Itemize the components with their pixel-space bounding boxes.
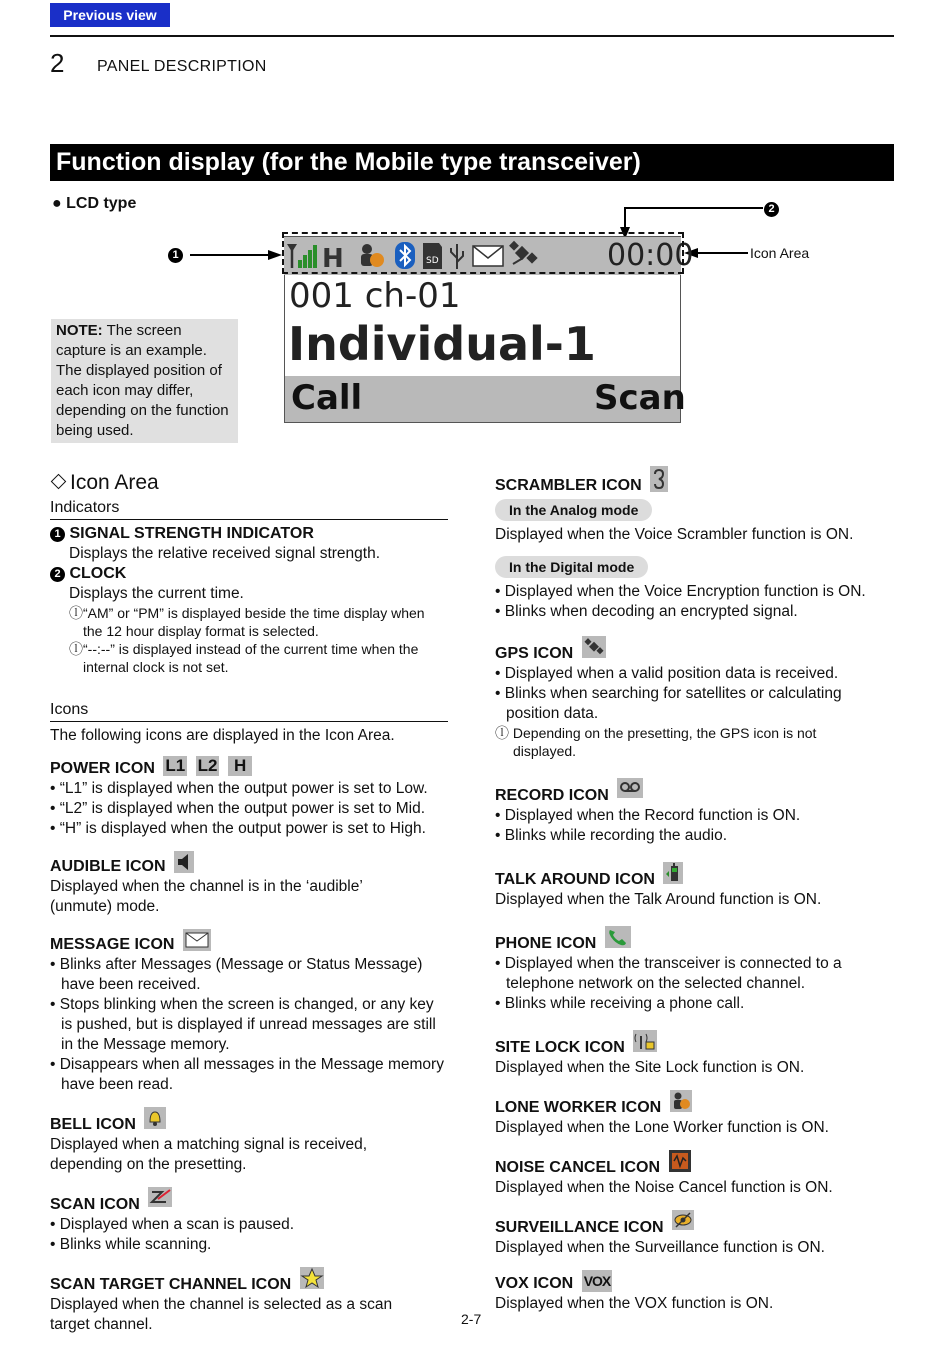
gps-bullet-1: • Displayed when a valid position data is received. bbox=[495, 665, 839, 682]
bell-desc-1: Displayed when a matching signal is received, bbox=[50, 1136, 368, 1153]
svg-text:SD: SD bbox=[426, 256, 439, 266]
info-icon: ⓛ bbox=[69, 605, 83, 621]
chapter-number: 2 bbox=[50, 48, 65, 78]
message-bullet-1: • Blinks after Messages (Message or Status Message) have been received. bbox=[50, 956, 423, 993]
speaker-icon bbox=[174, 851, 194, 873]
icon-area-arrow bbox=[684, 246, 748, 260]
note-box bbox=[51, 319, 238, 443]
section-title-bar bbox=[50, 144, 894, 181]
talk-around-icon bbox=[663, 862, 683, 884]
scrambler-analog-desc: Displayed when the Voice Scrambler function is ON. bbox=[495, 526, 854, 543]
power-icon-title: POWER ICON L1 L2 H bbox=[50, 756, 448, 779]
header-rule bbox=[50, 35, 894, 37]
scan-target-desc-1: Displayed when the channel is selected as a scan bbox=[50, 1296, 393, 1313]
scan-icon-title: SCAN ICON bbox=[50, 1187, 448, 1215]
signal-indicator-desc: Displays the relative received signal strength. bbox=[69, 545, 381, 562]
vox-icon-title: VOX ICON VOX bbox=[495, 1270, 895, 1294]
info-icon: ⓛ bbox=[495, 725, 513, 741]
scan-bullet-1: • Displayed when a scan is paused. bbox=[50, 1216, 295, 1233]
audible-desc-1: Displayed when the channel is in the ‘audible’ bbox=[50, 878, 363, 895]
icon-area-callout-label: Icon Area bbox=[750, 245, 810, 261]
clock-desc: Displays the current time. bbox=[69, 585, 244, 602]
surveillance-desc: Displayed when the Surveillance function is ON. bbox=[495, 1239, 825, 1256]
info-icon: ⓛ bbox=[69, 641, 83, 657]
analog-mode-label: In the Analog mode bbox=[495, 499, 652, 521]
site-lock-icon-title: SITE LOCK ICON bbox=[495, 1030, 895, 1058]
power-l2-icon: L2 bbox=[197, 756, 218, 775]
lcd-clock: 00:00 bbox=[607, 238, 694, 273]
scrambler-icon-title: SCRAMBLER ICON bbox=[495, 466, 895, 496]
phone-bullet-1: • Displayed when the transceiver is connected to a telephone network on the selected channel. bbox=[495, 955, 842, 992]
clock-note-2: ⓛ“--:--” is displayed instead of the current time when the internal clock is not set. bbox=[69, 641, 419, 675]
circled-1-icon: 1 bbox=[50, 527, 65, 542]
circled-2-icon: 2 bbox=[50, 567, 65, 582]
lone-worker-icon-title: LONE WORKER ICON bbox=[495, 1090, 895, 1118]
lcd-type-label: LCD type bbox=[66, 195, 137, 212]
clock-title: 2 CLOCK bbox=[50, 564, 448, 584]
callout-1-arrow bbox=[190, 248, 282, 262]
record-icon-title: RECORD ICON bbox=[495, 778, 895, 806]
star-icon bbox=[300, 1267, 324, 1289]
power-bullet-2: • “L2” is displayed when the output power is set to Mid. bbox=[50, 800, 426, 817]
diamond-icon bbox=[51, 474, 67, 490]
icons-heading: Icons bbox=[50, 700, 448, 722]
power-l1-icon: L1 bbox=[165, 756, 186, 775]
right-column bbox=[495, 466, 895, 1314]
gps-icon bbox=[582, 636, 606, 658]
record-bullet-2: • Blinks while recording the audio. bbox=[495, 827, 728, 844]
scan-icon bbox=[148, 1187, 172, 1207]
scrambler-icon bbox=[650, 466, 668, 492]
lcd-channel-name: Individual-1 bbox=[288, 317, 596, 371]
icon-area-highlight bbox=[282, 232, 684, 274]
previous-view-button[interactable]: Previous view bbox=[50, 3, 170, 27]
scrambler-digital-bullet-2: • Blinks when decoding an encrypted signal. bbox=[495, 603, 798, 620]
chapter-title: PANEL DESCRIPTION bbox=[97, 58, 267, 75]
callout-1 bbox=[168, 246, 183, 264]
bell-desc-2: depending on the presetting. bbox=[50, 1156, 247, 1173]
gps-icon-title: GPS ICON bbox=[495, 636, 895, 664]
message-bullet-2: • Stops blinking when the screen is changed, or any key is pushed, but is displayed if unread messages are still in the Message memory. bbox=[50, 996, 436, 1053]
noise-cancel-icon bbox=[669, 1150, 691, 1172]
noise-cancel-desc: Displayed when the Noise Cancel function is ON. bbox=[495, 1179, 833, 1196]
callout-1-number: 1 bbox=[168, 248, 183, 263]
icons-intro: The following icons are displayed in the Icon Area. bbox=[50, 727, 395, 744]
vox-icon: VOX bbox=[582, 1270, 613, 1292]
lcd-type-heading: ● LCD type bbox=[52, 195, 137, 212]
scan-target-icon-title: SCAN TARGET CHANNEL ICON bbox=[50, 1267, 448, 1295]
signal-indicator-title: 1 SIGNAL STRENGTH INDICATOR bbox=[50, 524, 448, 544]
note-bold: NOTE: bbox=[56, 322, 103, 339]
power-bullet-3: • “H” is displayed when the output power is set to High. bbox=[50, 820, 426, 837]
callout-2 bbox=[764, 200, 779, 218]
callout-2-number: 2 bbox=[764, 202, 779, 217]
indicators-heading: Indicators bbox=[50, 498, 448, 520]
bell-icon-title: BELL ICON bbox=[50, 1107, 448, 1135]
lcd-softkey-scan: Scan bbox=[594, 378, 686, 418]
left-column bbox=[50, 470, 448, 1335]
talk-around-icon-title: TALK AROUND ICON bbox=[495, 862, 895, 890]
talk-around-desc: Displayed when the Talk Around function is ON. bbox=[495, 891, 822, 908]
lcd-softkey-call: Call bbox=[291, 378, 363, 418]
section-title: Function display (for the Mobile type transceiver) bbox=[56, 148, 641, 176]
record-bullet-1: • Displayed when the Record function is ON. bbox=[495, 807, 801, 824]
audible-desc-2: (unmute) mode. bbox=[50, 898, 160, 915]
phone-icon-title: PHONE ICON bbox=[495, 926, 895, 954]
surveillance-icon-title: SURVEILLANCE ICON bbox=[495, 1210, 895, 1238]
site-lock-icon bbox=[633, 1030, 657, 1052]
surveillance-eye-icon bbox=[672, 1210, 694, 1230]
scan-target-desc-2: target channel. bbox=[50, 1316, 153, 1333]
scan-bullet-2: • Blinks while scanning. bbox=[50, 1236, 212, 1253]
lcd-channel: 001 ch-01 bbox=[289, 276, 461, 316]
note-text: The screen capture is an example. The displayed position of each icon may differ, depending on the function being used. bbox=[56, 322, 229, 439]
message-bullet-3: • Disappears when all messages in the Message memory have been read. bbox=[50, 1056, 444, 1093]
icon-area-heading: Icon Area bbox=[50, 470, 448, 496]
gps-note: ⓛ Depending on the presetting, the GPS icon is not displayed. bbox=[495, 725, 817, 759]
clock-note-1: ⓛ“AM” or “PM” is displayed beside the time display when the 12 hour display format is selected. bbox=[69, 605, 425, 639]
vox-desc: Displayed when the VOX function is ON. bbox=[495, 1295, 774, 1312]
record-tape-icon bbox=[617, 778, 643, 798]
scrambler-digital-bullet-1: • Displayed when the Voice Encryption function is ON. bbox=[495, 583, 866, 600]
gps-bullet-2: • Blinks when searching for satellites or calculating position data. bbox=[495, 685, 842, 722]
message-icon-title: MESSAGE ICON bbox=[50, 929, 448, 955]
phone-bullet-2: • Blinks while receiving a phone call. bbox=[495, 995, 745, 1012]
phone-icon bbox=[605, 926, 631, 948]
bell-icon bbox=[144, 1107, 166, 1129]
site-lock-desc: Displayed when the Site Lock function is ON. bbox=[495, 1059, 805, 1076]
digital-mode-label: In the Digital mode bbox=[495, 556, 648, 578]
lone-worker-desc: Displayed when the Lone Worker function is ON. bbox=[495, 1119, 829, 1136]
power-bullet-1: • “L1” is displayed when the output power is set to Low. bbox=[50, 780, 428, 797]
message-envelope-icon bbox=[183, 929, 211, 951]
power-h-icon: H bbox=[228, 756, 252, 776]
lone-worker-person-icon bbox=[670, 1090, 692, 1112]
page-number: 2-7 bbox=[461, 1311, 482, 1327]
lcd-power-text: H bbox=[322, 244, 344, 272]
noise-cancel-icon-title: NOISE CANCEL ICON bbox=[495, 1150, 895, 1178]
audible-icon-title: AUDIBLE ICON bbox=[50, 851, 448, 877]
